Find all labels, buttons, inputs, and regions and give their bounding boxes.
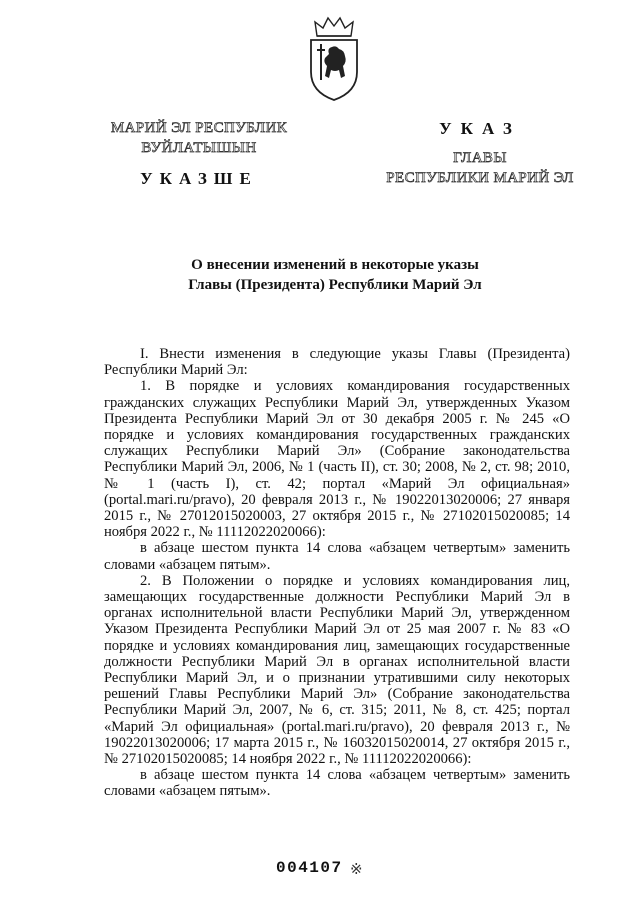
document-body (104, 346, 570, 800)
header-left-line2: ВУЙЛАТЫШЫН (141, 140, 257, 156)
header-right (345, 118, 615, 188)
document-title-line1: О внесении изменений в некоторые указы (191, 257, 479, 273)
paragraph-item-2: 2. В Положении о порядке и условиях командирования лиц, замещающих государственные должности Республики Марий Эл в органах исполнительной власти Республики Марий Эл, утвержденном Указом Президента Республики Марий Эл от 25 мая 2007 г. № 83 «О порядке и условиях командирования лиц, замещающих государственные должности Республики Марий Эл в органах исполнительной власти Республики Марий Эл, и о признании утратившими силу некоторых решений Главы Республики Марий Эл» (Собрание законодательства Республики Марий Эл, 2007, № 6, ст. 315; 2011, № 8, ст. 425; портал «Марий Эл официальная» (portal.mari.ru/pravo), 20 февраля 2013 г., № 19022013020006; 17 марта 2015 г., № 16032015020014, 27 октября 2015 г., № 27102015020085; 14 ноября 2022 г., № 11112022020066): (104, 572, 570, 768)
registration-number: 004107 (276, 859, 343, 877)
header-left (80, 118, 318, 190)
paragraph-item-1-change: в абзаце шестом пункта 14 слова «абзацем четвертым» заменить словами «абзацем пятым». (104, 540, 570, 573)
coat-of-arms-icon (303, 14, 365, 102)
stamp-mark: ※ (350, 862, 363, 878)
paragraph-item-1: 1. В порядке и условиях командирования государственных гражданских служащих Республики Марий Эл, утвержденных Указом Президента Республики Марий Эл от 30 декабря 2005 г. № 245 «О порядке и условиях командирования государственных гражданских служащих Республики Марий Эл» (Собрание законодательства Республики Марий Эл, 2006, № 1 (часть II), ст. 30; 2008, № 2, ст. 98; 2010, № 1 (часть I), ст. 42; портал «Марий Эл официальная» (portal.mari.ru/pravo), 20 февраля 2013 г., № 19022013020006; 27 января 2015 г., № 27012015020003, 27 октября 2015 г., № 27102015020085; 14 ноября 2022 г., № 11112022020066): (104, 378, 570, 541)
paragraph-item-2-change: в абзаце шестом пункта 14 слова «абзацем четвертым» заменить словами «абзацем пятым». (104, 767, 570, 800)
header-right-title: УКАЗ (439, 119, 521, 138)
header-right-line1: ГЛАВЫ (453, 150, 507, 166)
header-left-title: УКАЗШЕ (140, 169, 258, 188)
header-right-line2: РЕСПУБЛИКИ МАРИЙ ЭЛ (386, 170, 574, 186)
paragraph-intro: I. Внести изменения в следующие указы Главы (Президента) Республики Марий Эл: (104, 346, 570, 379)
document-title-line2: Главы (Президента) Республики Марий Эл (188, 277, 482, 293)
header-left-line1: МАРИЙ ЭЛ РЕСПУБЛИК (110, 120, 288, 136)
document-title (100, 255, 570, 295)
